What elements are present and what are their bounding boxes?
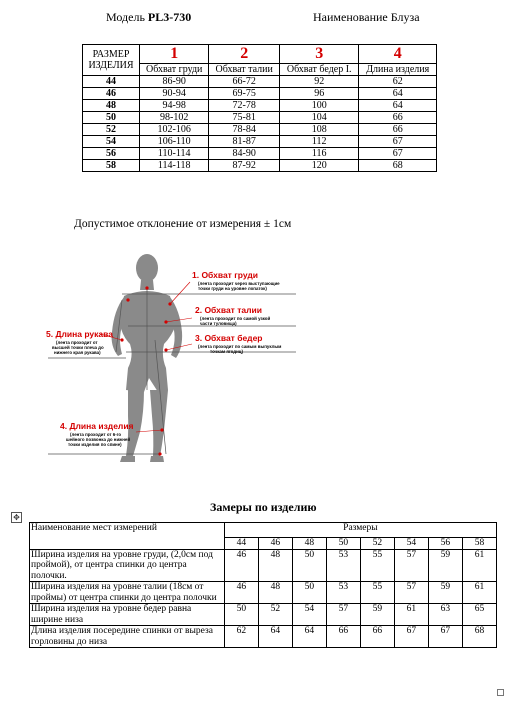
measurement-value: 48 (258, 549, 292, 582)
measurement-value: 61 (394, 604, 428, 626)
hips-cell: 112 (279, 136, 359, 148)
hips-cell: 116 (279, 148, 359, 160)
measurement-value: 48 (258, 582, 292, 604)
waist-cell: 87-92 (209, 160, 280, 172)
length-cell: 64 (359, 88, 437, 100)
table-resize-handle[interactable] (497, 689, 504, 696)
measurement-value: 66 (360, 626, 394, 648)
model-header (106, 10, 191, 25)
size-cell: 52 (83, 124, 140, 136)
hips-cell: 108 (279, 124, 359, 136)
column-label-waist: Обхват талии (209, 64, 280, 76)
measurement-value: 50 (292, 549, 326, 582)
measurement-value: 54 (292, 604, 326, 626)
size-row (83, 76, 437, 88)
hips-cell: 96 (279, 88, 359, 100)
size-column-header: 56 (428, 538, 462, 550)
size-column-header: 58 (462, 538, 496, 550)
annotation-chest-note-2: точки груди на уровне лопаток) (198, 286, 267, 291)
annotation-length-note-3: точки изделия по спине) (68, 442, 122, 447)
body-measurement-figure (40, 240, 330, 470)
product-header (313, 10, 420, 25)
measurements-title: Замеры по изделию (210, 500, 317, 514)
size-header-text: РАЗМЕР ИЗДЕЛИЯ (88, 49, 134, 71)
annotation-hips-note-2: точкам ягодиц) (210, 349, 243, 354)
model-value: PL3-730 (147, 10, 192, 24)
size-row (83, 88, 437, 100)
measurement-row (30, 626, 497, 648)
annotation-waist-title: 2. Обхват талии (195, 305, 262, 315)
product-label: Наименование (313, 10, 388, 24)
size-column-header: 50 (326, 538, 360, 550)
length-cell: 62 (359, 76, 437, 88)
annotation-sleeve-note-3: нижнего края рукава) (54, 350, 101, 355)
measurement-row (30, 604, 497, 626)
column-number-1: 1 (140, 45, 209, 64)
size-cell: 50 (83, 112, 140, 124)
annotation-sleeve-note-2: высшей точки плеча до (52, 345, 104, 350)
size-row (83, 160, 437, 172)
measurement-row (30, 582, 497, 604)
column-number-4: 4 (359, 45, 437, 64)
model-label: Модель (106, 10, 145, 24)
measurement-value: 52 (258, 604, 292, 626)
measurement-value: 62 (224, 626, 258, 648)
annotation-sleeve-title: 5. Длина рукава (46, 329, 113, 339)
size-row (83, 136, 437, 148)
annotation-length-note-2: шейного позвонка до нижней (66, 437, 131, 442)
waist-cell: 78-84 (209, 124, 280, 136)
measurement-value: 57 (326, 604, 360, 626)
measurement-value: 50 (224, 604, 258, 626)
product-value: Блуза (390, 10, 420, 24)
length-cell: 68 (359, 160, 437, 172)
annotation-length-note-1: (лента проходит от 6-го (70, 432, 122, 437)
measurement-value: 64 (258, 626, 292, 648)
measurement-value: 46 (224, 582, 258, 604)
measurement-name: Ширина изделия на уровне талии (18см от проймы) от центра спинки до центра полочки (30, 582, 225, 604)
measurement-value: 66 (326, 626, 360, 648)
length-cell: 67 (359, 136, 437, 148)
length-cell: 66 (359, 112, 437, 124)
measurement-value: 65 (462, 604, 496, 626)
measurement-value: 53 (326, 549, 360, 582)
measurement-value: 55 (360, 582, 394, 604)
size-cell: 44 (83, 76, 140, 88)
size-row (83, 100, 437, 112)
sizes-header-cell: Размеры (224, 523, 496, 538)
size-header-cell (83, 45, 140, 76)
size-cell: 48 (83, 100, 140, 112)
hips-cell: 104 (279, 112, 359, 124)
annotation-hips-note-1: (лента проходит по самым выпуклым (198, 344, 282, 349)
waist-cell: 66-72 (209, 76, 280, 88)
chest-cell: 102-106 (140, 124, 209, 136)
chest-cell: 94-98 (140, 100, 209, 112)
annotation-chest-title: 1. Обхват груди (192, 270, 258, 280)
annotation-length-title: 4. Длина изделия (60, 421, 134, 431)
chest-cell: 114-118 (140, 160, 209, 172)
annotation-waist-note-2: части туловища) (200, 321, 237, 326)
hips-cell: 100 (279, 100, 359, 112)
hips-cell: 120 (279, 160, 359, 172)
size-column-header: 48 (292, 538, 326, 550)
size-column-header: 44 (224, 538, 258, 550)
size-cell: 58 (83, 160, 140, 172)
annotation-sleeve-note-1: (лента проходит от (56, 340, 98, 345)
measurement-value: 46 (224, 549, 258, 582)
measurement-value: 50 (292, 582, 326, 604)
length-cell: 66 (359, 124, 437, 136)
name-header-text: Наименование мест измерений (31, 523, 157, 533)
length-cell: 67 (359, 148, 437, 160)
column-label-chest: Обхват груди (140, 64, 209, 76)
hips-cell: 92 (279, 76, 359, 88)
column-label-length: Длина изделия (359, 64, 437, 76)
chest-cell: 90-94 (140, 88, 209, 100)
column-label-hips: Обхват бедер I. (279, 64, 359, 76)
waist-cell: 72-78 (209, 100, 280, 112)
measurement-value: 61 (462, 549, 496, 582)
measurement-row (30, 549, 497, 582)
size-row (83, 148, 437, 160)
measurement-value: 64 (292, 626, 326, 648)
chest-cell: 106-110 (140, 136, 209, 148)
measurement-value: 59 (360, 604, 394, 626)
name-header-cell (30, 523, 225, 550)
size-column-header: 54 (394, 538, 428, 550)
measurement-name: Длина изделия посередине спинки от выреза горловины до низа (30, 626, 225, 648)
annotation-hips-title: 3. Обхват бедер (195, 333, 263, 343)
waist-cell: 84-90 (209, 148, 280, 160)
measurements-table (29, 522, 497, 648)
size-cell: 46 (83, 88, 140, 100)
measurement-value: 55 (360, 549, 394, 582)
chest-cell: 98-102 (140, 112, 209, 124)
measurement-value: 67 (394, 626, 428, 648)
chest-cell: 86-90 (140, 76, 209, 88)
measurement-name: Ширина изделия на уровне бедер равна ширине низа (30, 604, 225, 626)
measurement-value: 61 (462, 582, 496, 604)
measurement-value: 68 (462, 626, 496, 648)
size-chart-table (82, 44, 437, 172)
length-cell: 64 (359, 100, 437, 112)
chest-cell: 110-114 (140, 148, 209, 160)
measurement-value: 67 (428, 626, 462, 648)
measurement-value: 57 (394, 582, 428, 604)
annotation-waist-note-1: (лента проходит по самой узкой (200, 316, 271, 321)
measurement-value: 57 (394, 549, 428, 582)
size-row (83, 112, 437, 124)
waist-cell: 75-81 (209, 112, 280, 124)
measurement-value: 63 (428, 604, 462, 626)
annotation-chest-note-1: (лента проходит через выступающие (198, 281, 280, 286)
waist-cell: 69-75 (209, 88, 280, 100)
size-column-header: 52 (360, 538, 394, 550)
table-move-handle-icon[interactable]: ✥ (11, 512, 22, 523)
measurement-value: 59 (428, 549, 462, 582)
size-column-header: 46 (258, 538, 292, 550)
column-number-3: 3 (279, 45, 359, 64)
tolerance-note: Допустимое отклонение от измерения ± 1см (74, 218, 292, 230)
measurement-value: 53 (326, 582, 360, 604)
column-number-2: 2 (209, 45, 280, 64)
waist-cell: 81-87 (209, 136, 280, 148)
measurement-value: 59 (428, 582, 462, 604)
size-cell: 54 (83, 136, 140, 148)
measurement-name: Ширина изделия на уровне груди, (2,0см под проймой), от центра спинки до центра полочки. (30, 549, 225, 582)
size-cell: 56 (83, 148, 140, 160)
size-row (83, 124, 437, 136)
